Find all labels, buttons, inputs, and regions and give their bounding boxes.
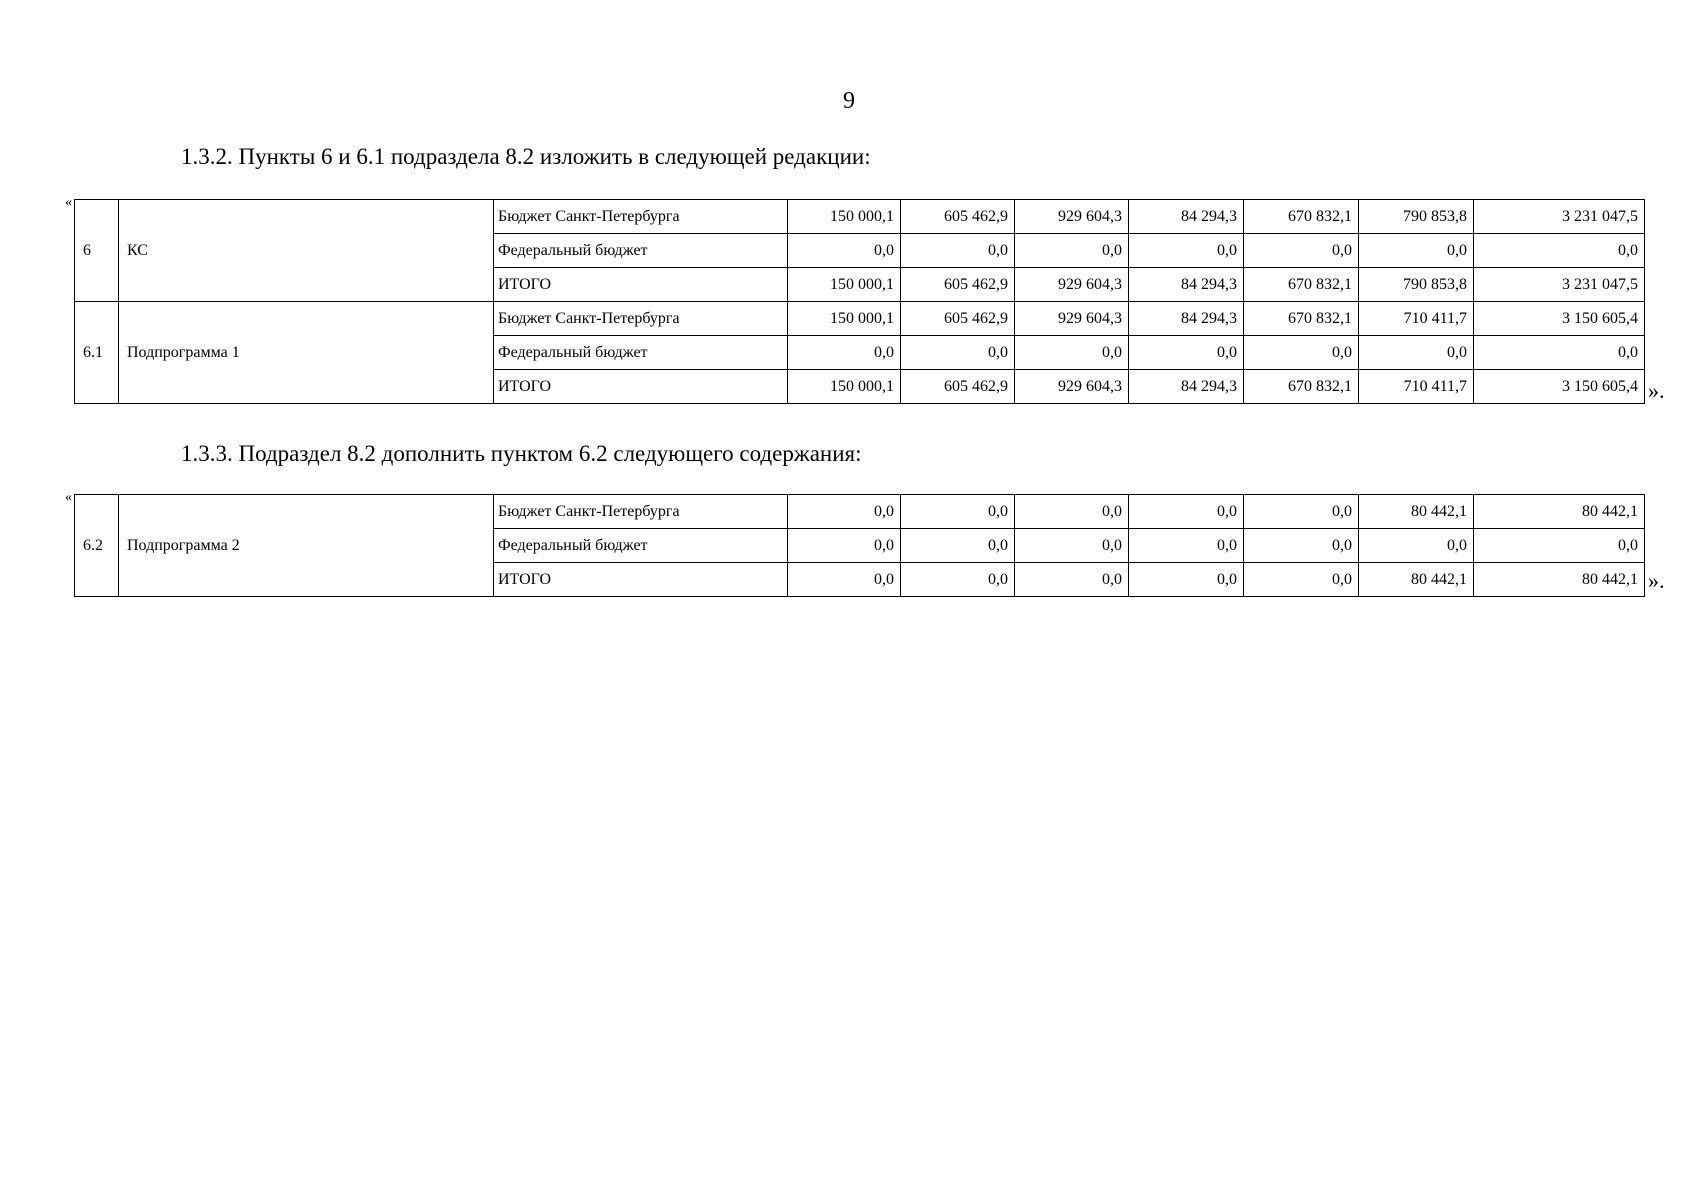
amount-cell: 0,0 xyxy=(901,563,1015,597)
amount-cell: 0,0 xyxy=(1015,563,1129,597)
amount-cell: 0,0 xyxy=(788,563,901,597)
amount-cell: 0,0 xyxy=(1129,529,1244,563)
amount-cell: 80 442,1 xyxy=(1359,563,1474,597)
amount-cell: 0,0 xyxy=(901,529,1015,563)
amount-cell: 80 442,1 xyxy=(1474,495,1645,529)
amount-cell: 0,0 xyxy=(1015,529,1129,563)
amount-cell: 0,0 xyxy=(788,495,901,529)
amount-cell: 3 231 047,5 xyxy=(1474,268,1645,302)
amount-cell: 0,0 xyxy=(1244,234,1359,268)
item-number: 6.2 xyxy=(75,495,119,597)
amount-cell: 0,0 xyxy=(788,234,901,268)
amount-cell: 929 604,3 xyxy=(1015,200,1129,234)
amount-cell: 0,0 xyxy=(1129,336,1244,370)
amount-cell: 84 294,3 xyxy=(1129,200,1244,234)
item-name: Подпрограмма 1 xyxy=(119,302,494,404)
amount-cell: 670 832,1 xyxy=(1244,200,1359,234)
amount-cell: 605 462,9 xyxy=(901,370,1015,404)
amount-cell: 670 832,1 xyxy=(1244,370,1359,404)
item-name: Подпрограмма 2 xyxy=(119,495,494,597)
amount-cell: 790 853,8 xyxy=(1359,268,1474,302)
opening-quote: « xyxy=(65,195,72,210)
amount-cell: 670 832,1 xyxy=(1244,302,1359,336)
item-name: КС xyxy=(119,200,494,302)
amount-cell: 3 231 047,5 xyxy=(1474,200,1645,234)
funding-source: Федеральный бюджет xyxy=(494,234,788,268)
amount-cell: 0,0 xyxy=(901,336,1015,370)
amount-cell: 0,0 xyxy=(1129,495,1244,529)
amount-cell: 0,0 xyxy=(1015,495,1129,529)
amount-cell: 80 442,1 xyxy=(1359,495,1474,529)
amount-cell: 80 442,1 xyxy=(1474,563,1645,597)
funding-source: Бюджет Санкт-Петербурга xyxy=(494,302,788,336)
amount-cell: 3 150 605,4 xyxy=(1474,302,1645,336)
closing-quote: ». xyxy=(1648,568,1665,593)
funding-source: ИТОГО xyxy=(494,370,788,404)
amount-cell: 710 411,7 xyxy=(1359,370,1474,404)
budget-table xyxy=(74,494,1645,597)
table-row xyxy=(75,302,1645,336)
table-row xyxy=(75,495,1645,529)
amount-cell: 84 294,3 xyxy=(1129,370,1244,404)
amount-cell: 790 853,8 xyxy=(1359,200,1474,234)
funding-source: ИТОГО xyxy=(494,563,788,597)
funding-source: Федеральный бюджет xyxy=(494,529,788,563)
amount-cell: 0,0 xyxy=(901,495,1015,529)
funding-source: Бюджет Санкт-Петербурга xyxy=(494,200,788,234)
page-number: 9 xyxy=(843,88,855,114)
amount-cell: 929 604,3 xyxy=(1015,268,1129,302)
amount-cell: 0,0 xyxy=(1359,336,1474,370)
section-heading: 1.3.2. Пункты 6 и 6.1 подраздела 8.2 изложить в следующей редакции: xyxy=(181,144,871,169)
amount-cell: 710 411,7 xyxy=(1359,302,1474,336)
amount-cell: 150 000,1 xyxy=(788,268,901,302)
amount-cell: 929 604,3 xyxy=(1015,302,1129,336)
opening-quote: « xyxy=(65,490,72,505)
amount-cell: 0,0 xyxy=(1474,234,1645,268)
amount-cell: 0,0 xyxy=(1359,529,1474,563)
amount-cell: 0,0 xyxy=(1129,234,1244,268)
amount-cell: 0,0 xyxy=(1474,529,1645,563)
budget-table xyxy=(74,199,1645,404)
amount-cell: 605 462,9 xyxy=(901,302,1015,336)
amount-cell: 150 000,1 xyxy=(788,200,901,234)
amount-cell: 0,0 xyxy=(788,529,901,563)
amount-cell: 3 150 605,4 xyxy=(1474,370,1645,404)
amount-cell: 0,0 xyxy=(1244,336,1359,370)
amount-cell: 0,0 xyxy=(788,336,901,370)
amount-cell: 929 604,3 xyxy=(1015,370,1129,404)
amount-cell: 0,0 xyxy=(901,234,1015,268)
amount-cell: 0,0 xyxy=(1129,563,1244,597)
table-row xyxy=(75,200,1645,234)
item-number: 6 xyxy=(75,200,119,302)
amount-cell: 84 294,3 xyxy=(1129,268,1244,302)
amount-cell: 150 000,1 xyxy=(788,370,901,404)
funding-source: ИТОГО xyxy=(494,268,788,302)
amount-cell: 605 462,9 xyxy=(901,200,1015,234)
funding-source: Бюджет Санкт-Петербурга xyxy=(494,495,788,529)
amount-cell: 0,0 xyxy=(1015,336,1129,370)
amount-cell: 0,0 xyxy=(1474,336,1645,370)
amount-cell: 0,0 xyxy=(1359,234,1474,268)
funding-source: Федеральный бюджет xyxy=(494,336,788,370)
amount-cell: 0,0 xyxy=(1244,529,1359,563)
amount-cell: 84 294,3 xyxy=(1129,302,1244,336)
item-number: 6.1 xyxy=(75,302,119,404)
amount-cell: 670 832,1 xyxy=(1244,268,1359,302)
amount-cell: 150 000,1 xyxy=(788,302,901,336)
section-heading: 1.3.3. Подраздел 8.2 дополнить пунктом 6.2 следующего содержания: xyxy=(181,441,862,466)
amount-cell: 0,0 xyxy=(1015,234,1129,268)
amount-cell: 605 462,9 xyxy=(901,268,1015,302)
amount-cell: 0,0 xyxy=(1244,495,1359,529)
amount-cell: 0,0 xyxy=(1244,563,1359,597)
closing-quote: ». xyxy=(1648,378,1665,403)
